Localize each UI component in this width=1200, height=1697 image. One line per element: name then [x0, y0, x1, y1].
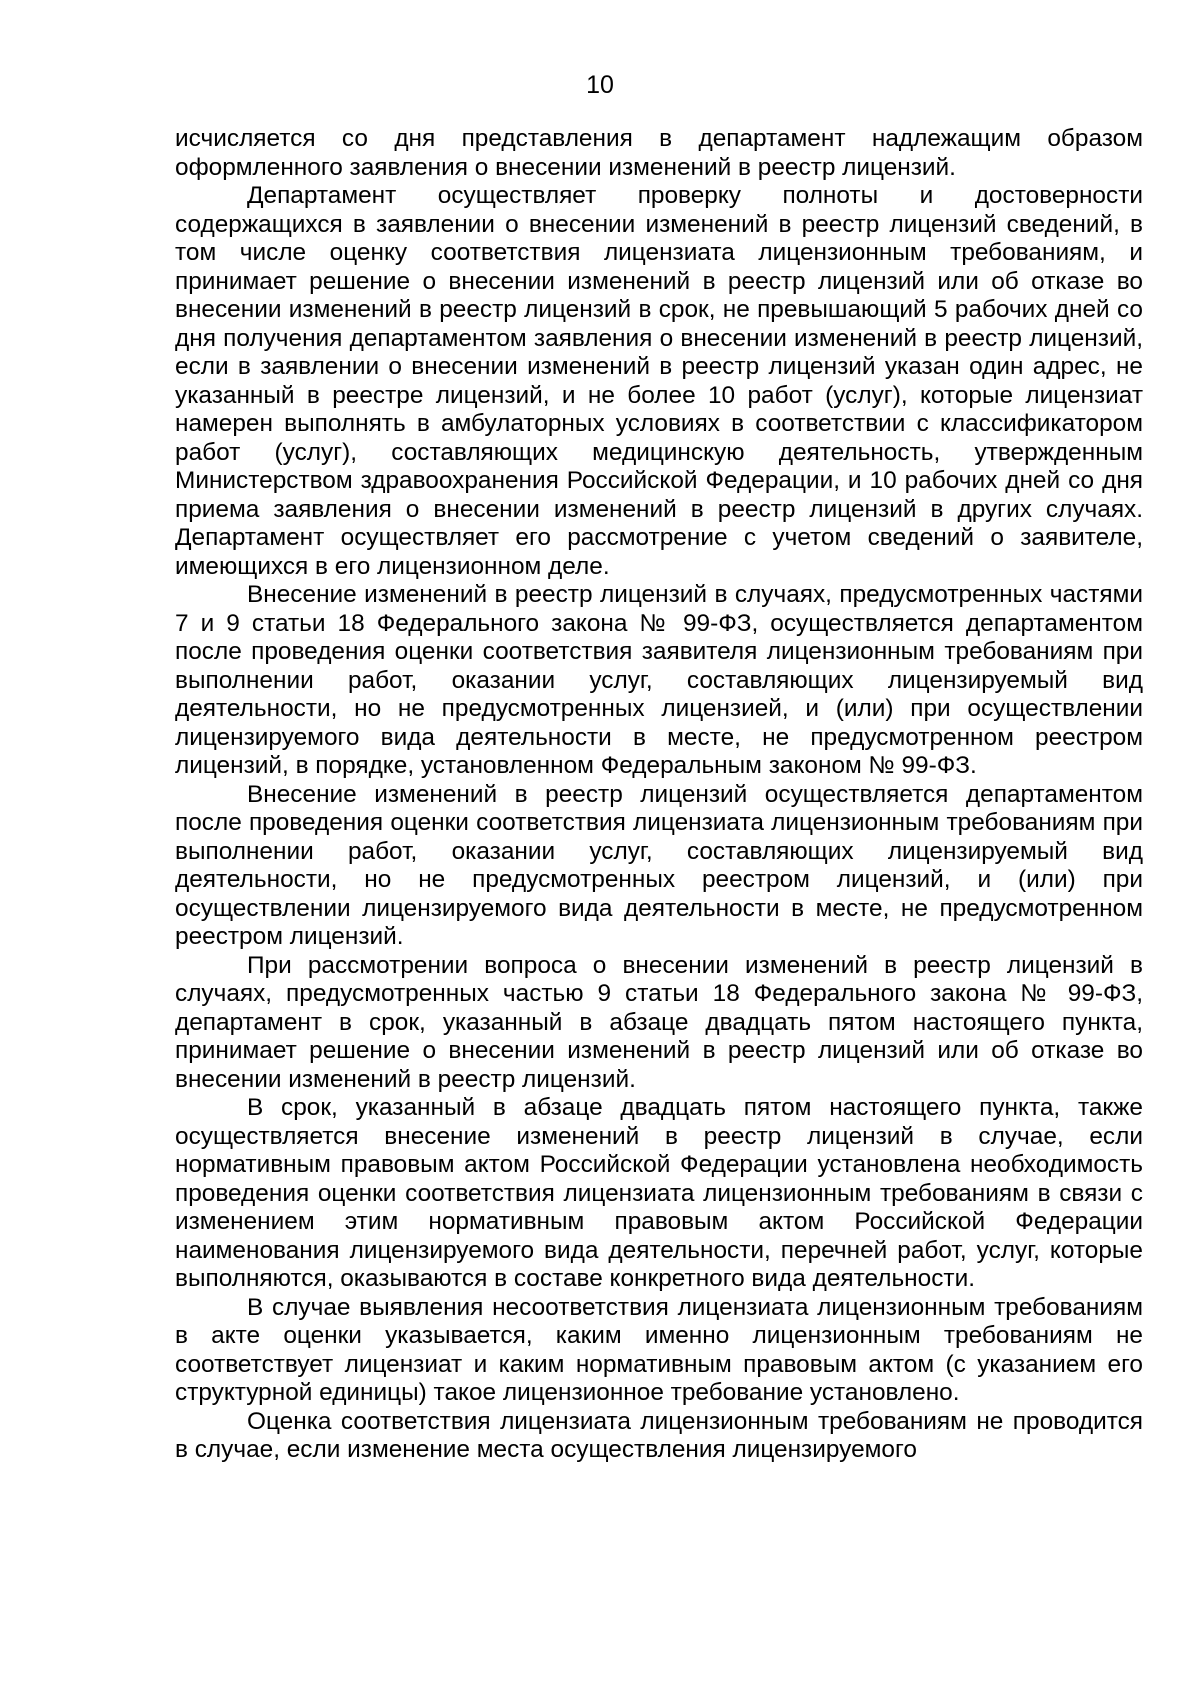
- paragraph: При рассмотрении вопроса о внесении изменений в реестр лицензий в случаях, предусмотренных частью 9 статьи 18 Федерального закона № 99-ФЗ, департамент в срок, указанный в абзаце двадцать пятом настоящего пункта, принимает решение о внесении изменений в реестр лицензий или об отказе во внесении изменений в реестр лицензий.: [175, 951, 1143, 1093]
- paragraph: В срок, указанный в абзаце двадцать пятом настоящего пункта, также осуществляется внесение изменений в реестр лицензий в случае, если нормативным правовым актом Российской Федерации установлена необходимость проведения оценки соответствия лицензиата лицензионным требованиям в связи с изменением этим нормативным правовым актом Российской Федерации наименования лицензируемого вида деятельности, перечней работ, услуг, которые выполняются, оказываются в составе конкретного вида деятельности.: [175, 1094, 1143, 1292]
- paragraph: Внесение изменений в реестр лицензий осуществляется департаментом после проведения оценки соответствия лицензиата лицензионным требованиям при выполнении работ, оказании услуг, составляющих лицензируемый вид деятельности, но не предусмотренных реестром лицензий, и (или) при осуществлении лицензируемого вида деятельности в месте, не предусмотренном реестром лицензий.: [175, 780, 1143, 950]
- paragraph: Внесение изменений в реестр лицензий в случаях, предусмотренных частями 7 и 9 статьи 18 Федерального закона № 99-ФЗ, осуществляется департаментом после проведения оценки соответствия заявителя лицензионным требованиям при выполнении работ, оказании услуг, составляющих лицензируемый вид деятельности, но не предусмотренных лицензией, и (или) при осуществлении лицензируемого вида деятельности в месте, не предусмотренном реестром лицензий, в порядке, установленном Федеральным законом № 99-ФЗ.: [175, 581, 1143, 779]
- paragraph: Департамент осуществляет проверку полноты и достоверности содержащихся в заявлении о внесении изменений в реестр лицензий сведений, в том числе оценку соответствия лицензиата лицензионным требованиям, и принимает решение о внесении изменений в реестр лицензий или об отказе во внесении изменений в реестр лицензий в срок, не превышающий 5 рабочих дней со дня получения департаментом заявления о внесении изменений в реестр лицензий, если в заявлении о внесении изменений в реестр лицензий указан один адрес, не указанный в реестре лицензий, и не более 10 работ (услуг), которые лицензиат намерен выполнять в амбулаторных условиях в соответствии с классификатором работ (услуг), составляющих медицинскую деятельность, утвержденным Министерством здравоохранения Российской Федерации, и 10 рабочих дней со дня приема заявления о внесении изменений в реестр лицензий в других случаях. Департамент осуществляет его рассмотрение с учетом сведений о заявителе, имеющихся в его лицензионном деле.: [175, 182, 1143, 580]
- document-body: [175, 125, 1143, 1465]
- paragraph-continuation: исчисляется со дня представления в департамент надлежащим образом оформленного заявления о внесении изменений в реестр лицензий.: [175, 125, 1143, 181]
- paragraph: В случае выявления несоответствия лицензиата лицензионным требованиям в акте оценки указывается, каким именно лицензионным требованиям не соответствует лицензиат и каким нормативным правовым актом (с указанием его структурной единицы) такое лицензионное требование установлено.: [175, 1293, 1143, 1406]
- paragraph-continued-next-page: Оценка соответствия лицензиата лицензионным требованиям не проводится в случае, если изменение места осуществления лицензируемого: [175, 1407, 1143, 1463]
- page-number: 10: [586, 71, 614, 99]
